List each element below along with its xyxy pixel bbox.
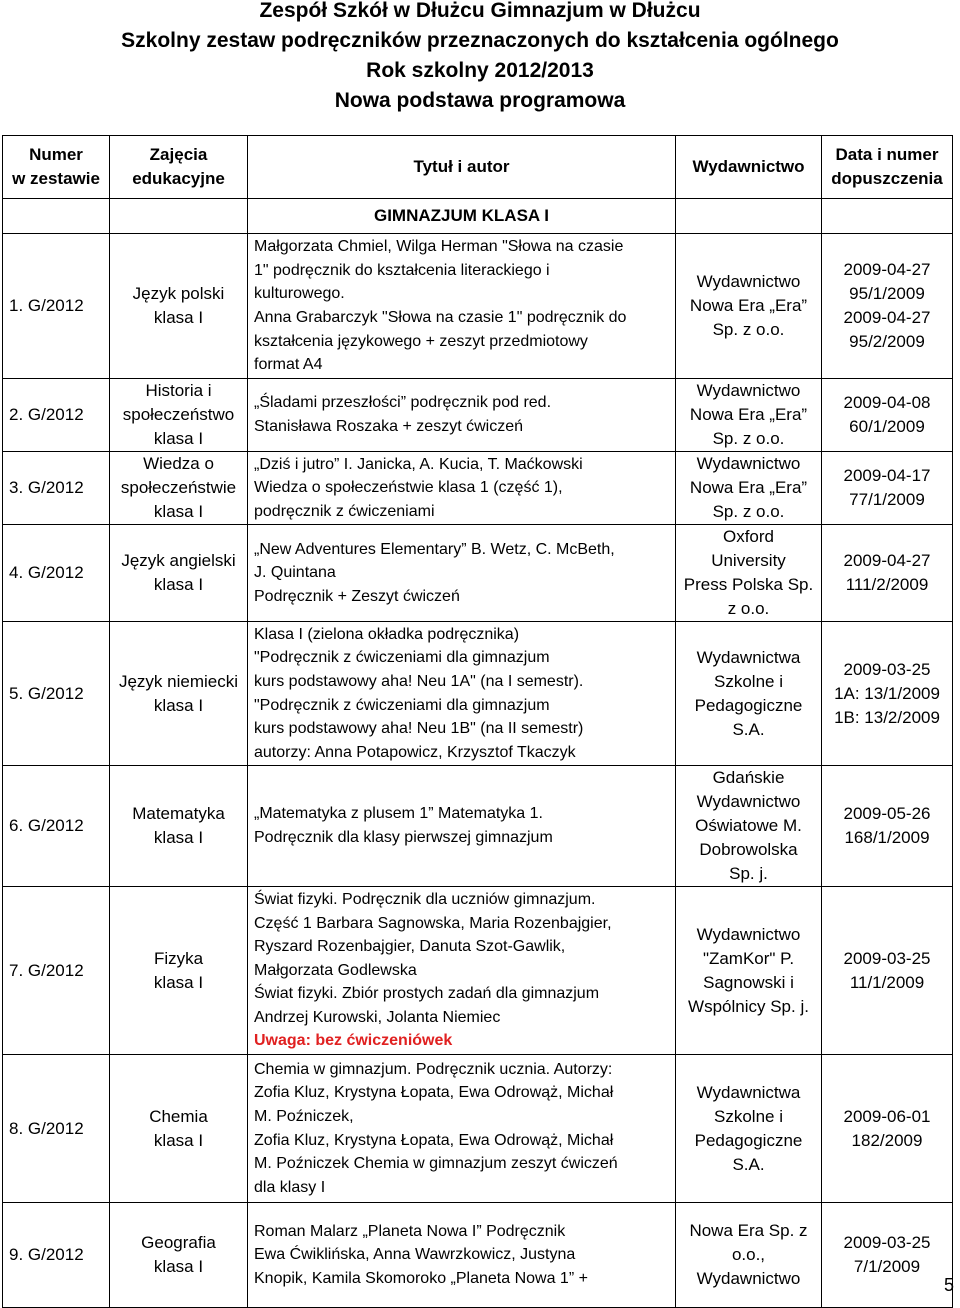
row-approval-line: 111/2/2009 (845, 575, 929, 594)
row-number: 6. G/2012 (3, 766, 110, 887)
row-publisher-line: Dobrowolska (699, 840, 798, 859)
row-approval-line: 7/1/2009 (853, 1257, 921, 1276)
row-subject-line: Język niemiecki (118, 671, 239, 691)
row-title-author-line: „New Adventures Elementary” B. Wetz, C. McBeth, (254, 540, 615, 558)
row-approval-line: 182/2009 (851, 1130, 923, 1150)
row-publisher-line: Szkolne i (714, 671, 783, 691)
row-title-author-line: Andrzej Kurowski, Jolanta Niemiec (254, 1008, 501, 1026)
row-approval (822, 766, 953, 887)
row-publisher-line: Nowa Era „Era” (689, 405, 808, 424)
row-title-author-line: kurs podstawowy aha! Neu 1A" (na I semestr). (254, 672, 584, 690)
row-title-author (248, 379, 676, 452)
row-publisher-line: Wydawnictwa (696, 647, 801, 667)
row-publisher-line: Sp. j. (729, 864, 768, 883)
curriculum-note: Nowa podstawa programowa (334, 89, 626, 112)
row-subject-line: Język angielski (121, 551, 236, 570)
row-title-author-line: 1" podręcznik do kształcenia literackiego i (254, 261, 550, 279)
row-publisher (676, 1203, 822, 1308)
table-row (3, 622, 953, 766)
row-subject (110, 452, 248, 525)
row-subject-line: klasa I (153, 575, 204, 594)
section-row (3, 199, 953, 234)
row-publisher-line: Nowa Era „Era” (689, 478, 808, 497)
row-subject-line: klasa I (153, 695, 204, 715)
section-empty-2 (110, 199, 248, 234)
row-subject-line: Historia i (145, 381, 212, 400)
row-title-author-line: Część 1 Barbara Sagnowska, Maria Rozenbajgier, (254, 914, 612, 932)
row-title-author (248, 234, 676, 379)
row-approval-line: 95/2/2009 (849, 332, 925, 351)
row-publisher-line: Sp. z o.o. (712, 429, 785, 448)
row-approval-line: 2009-04-27 (843, 551, 931, 570)
table-row (3, 1055, 953, 1203)
row-approval-line: 11/1/2009 (849, 972, 925, 992)
warning-note: Uwaga: bez ćwiczeniówek (254, 1032, 453, 1050)
row-subject-line: Geografia (141, 1233, 216, 1252)
row-publisher-line: z o.o. (727, 599, 770, 618)
row-subject (110, 525, 248, 622)
row-publisher-line: S.A. (732, 719, 765, 739)
row-subject-line: klasa I (153, 502, 204, 521)
row-title-author (248, 887, 676, 1055)
row-approval-line: 1A: 13/1/2009 (834, 683, 940, 703)
row-title-author (248, 525, 676, 622)
row-title-author-line: Stanisława Roszaka + zeszyt ćwiczeń (254, 418, 523, 435)
row-number: 1. G/2012 (3, 234, 110, 379)
row-publisher-line: Pedagogiczne (694, 695, 803, 715)
row-approval-line: 2009-03-25 (843, 948, 931, 968)
row-subject (110, 622, 248, 766)
row-publisher-line: Wydawnictwo (696, 272, 801, 291)
row-title-author-line: „Matematyka z plusem 1” Matematyka 1. (254, 805, 543, 823)
row-title-author-line: Anna Grabarczyk "Słowa na czasie 1" podręcznik do (254, 309, 627, 326)
row-publisher (676, 887, 822, 1055)
row-approval-line: 60/1/2009 (849, 417, 925, 436)
row-subject-line: społeczeństwo (122, 405, 235, 424)
section-title: GIMNAZJUM KLASA I (248, 199, 676, 234)
row-publisher-line: University (711, 551, 786, 570)
row-title-author-line: Podręcznik + Zeszyt ćwiczeń (254, 587, 460, 605)
row-title-author (248, 1203, 676, 1308)
row-subject-line: społeczeństwie (120, 478, 237, 497)
row-publisher-line: Wydawnictwo (696, 381, 801, 400)
row-publisher-line: Wydawnictwo (696, 792, 801, 811)
col-approval: Data i numer dopuszczenia (822, 136, 953, 199)
row-title-author-line: „Dziś i jutro” I. Janicka, A. Kucia, T. Maćkowski (254, 455, 583, 473)
row-title-author-line: kształcenia językowego + zeszyt przedmiotowy (254, 332, 588, 350)
row-title-author-line: „Śladami przeszłości” podręcznik pod red. (254, 394, 552, 412)
row-subject-line: klasa I (153, 828, 204, 847)
row-title-author-line: "Podręcznik z ćwiczeniami dla gimnazjum (254, 649, 550, 667)
row-subject-line: klasa I (153, 972, 204, 992)
row-publisher-line: Wydawnictwa (696, 1082, 801, 1102)
row-number: 8. G/2012 (3, 1055, 110, 1203)
row-publisher-line: o.o., (731, 1245, 766, 1264)
row-subject (110, 234, 248, 379)
row-number: 2. G/2012 (3, 379, 110, 452)
col-title-author: Tytuł i autor (248, 136, 676, 199)
row-title-author-line: Świat fizyki. Zbiór prostych zadań dla gimnazjum (254, 985, 600, 1003)
row-title-author-line: Małgorzata Godlewska (254, 961, 417, 979)
row-approval (822, 1055, 953, 1203)
row-subject-line: klasa I (153, 1130, 204, 1150)
row-subject (110, 887, 248, 1055)
row-approval-line: 95/1/2009 (849, 284, 925, 303)
row-number: 4. G/2012 (3, 525, 110, 622)
row-publisher-line: Oxford (722, 527, 775, 546)
row-title-author-line: "Podręcznik z ćwiczeniami dla gimnazjum (254, 696, 550, 714)
row-publisher-line: Nowa Era Sp. z (689, 1221, 808, 1240)
row-publisher-line: Szkolne i (714, 1106, 783, 1126)
row-approval (822, 525, 953, 622)
row-publisher (676, 234, 822, 379)
row-number: 5. G/2012 (3, 622, 110, 766)
row-approval-line: 2009-06-01 (843, 1106, 931, 1126)
row-approval-line: 2009-05-26 (843, 804, 931, 823)
row-approval-line: 2009-04-27 (843, 308, 931, 327)
row-subject-line: Język polski (132, 284, 225, 303)
row-title-author-line: Roman Malarz „Planeta Nowa I” Podręcznik (254, 1222, 566, 1240)
section-empty-4 (822, 199, 953, 234)
row-approval (822, 379, 953, 452)
row-title-author-line: dla klasy I (254, 1178, 326, 1196)
row-subject-line: klasa I (153, 429, 204, 448)
row-publisher-line: Sp. z o.o. (712, 320, 785, 339)
row-title-author-line: M. Poźniczek Chemia w gimnazjum zeszyt ćwiczeń (254, 1155, 618, 1173)
page-number: 5 (943, 1275, 954, 1295)
row-title-author (248, 622, 676, 766)
row-subject-line: Chemia (149, 1106, 208, 1126)
col-publisher: Wydawnictwo (676, 136, 822, 199)
row-title-author-line: kurs podstawowy aha! Neu 1B" (na II semestr) (254, 720, 584, 738)
table-row (3, 379, 953, 452)
row-approval-line: 2009-03-25 (843, 659, 931, 679)
document-header (0, 0, 960, 116)
row-number: 7. G/2012 (3, 887, 110, 1055)
table-row (3, 525, 953, 622)
row-title-author (248, 452, 676, 525)
row-publisher-line: Wydawnictwo (696, 454, 801, 473)
row-subject-line: Fizyka (153, 948, 204, 968)
row-publisher (676, 1055, 822, 1203)
row-title-author-line: Podręcznik dla klasy pierwszej gimnazjum (254, 829, 553, 846)
row-publisher-line: Wydawnictwo (696, 1269, 801, 1288)
row-subject-line: klasa I (153, 308, 204, 327)
row-subject (110, 379, 248, 452)
row-publisher (676, 766, 822, 887)
row-approval-line: 2009-04-17 (843, 466, 931, 485)
row-title-author-line: kulturowego. (254, 285, 345, 303)
table-row (3, 766, 953, 887)
row-publisher-line: Nowa Era „Era” (689, 296, 808, 315)
row-title-author-line: M. Poźniczek, (254, 1107, 354, 1125)
row-publisher-line: Wydawnictwo (696, 924, 801, 944)
row-title-author-line: Knopik, Kamila Skomoroko „Planeta Nowa 1” + (254, 1269, 588, 1287)
row-approval-line: 77/1/2009 (849, 490, 925, 509)
row-subject-line: Wiedza o (143, 454, 214, 473)
section-empty-1 (3, 199, 110, 234)
row-publisher-line: Wspólnicy Sp. j. (688, 996, 809, 1016)
row-subject (110, 1203, 248, 1308)
row-approval (822, 234, 953, 379)
row-publisher (676, 525, 822, 622)
row-publisher-line: Pedagogiczne (694, 1130, 803, 1150)
table-row (3, 452, 953, 525)
row-approval (822, 452, 953, 525)
row-subject-line: klasa I (153, 1257, 204, 1276)
row-approval-line: 1B: 13/2/2009 (834, 707, 940, 727)
table-row (3, 234, 953, 379)
row-publisher (676, 379, 822, 452)
row-title-author-line: J. Quintana (254, 564, 336, 582)
row-publisher-line: Gdańskie (712, 768, 785, 787)
row-number: 9. G/2012 (3, 1203, 110, 1308)
col-subject: Zajęcia edukacyjne (110, 136, 248, 199)
row-approval-line: 2009-04-27 (843, 260, 931, 279)
row-publisher-line: Sagnowski i (703, 972, 794, 992)
row-subject (110, 1055, 248, 1203)
textbook-table (2, 135, 953, 1308)
row-title-author-line: Chemia w gimnazjum. Podręcznik ucznia. Autorzy: (254, 1060, 613, 1078)
row-publisher (676, 622, 822, 766)
row-approval (822, 622, 953, 766)
row-title-author-line: Ryszard Rozenbajgier, Danuta Szot-Gawlik, (254, 938, 566, 956)
school-year: Rok szkolny 2012/2013 (366, 59, 594, 82)
row-title-author-line: Wiedza o społeczeństwie klasa 1 (część 1), (254, 479, 563, 497)
row-title-author (248, 1055, 676, 1203)
row-subject (110, 766, 248, 887)
row-title-author-line: Ewa Ćwiklińska, Anna Wawrzkowicz, Justyna (254, 1246, 576, 1264)
school-name: Zespół Szkół w Dłużcu Gimnazjum w Dłużcu (259, 0, 701, 22)
row-publisher-line: "ZamKor" P. (702, 948, 795, 968)
section-empty-3 (676, 199, 822, 234)
row-approval-line: 2009-03-25 (843, 1233, 931, 1252)
row-number: 3. G/2012 (3, 452, 110, 525)
row-approval-line: 168/1/2009 (844, 828, 930, 847)
row-subject-line: Matematyka (132, 804, 225, 823)
row-publisher-line: S.A. (732, 1154, 765, 1174)
row-publisher-line: Sp. z o.o. (712, 502, 785, 521)
table-row (3, 1203, 953, 1308)
row-approval (822, 1203, 953, 1308)
row-publisher (676, 452, 822, 525)
document-title: Szkolny zestaw podręczników przeznaczonych do kształcenia ogólnego (121, 29, 839, 52)
table-header-row (3, 136, 953, 199)
row-title-author-line: Małgorzata Chmiel, Wilga Herman "Słowa na czasie (254, 238, 624, 256)
row-publisher-line: Oświatowe M. (695, 816, 802, 835)
row-title-author-line: format A4 (254, 356, 323, 374)
row-title-author-line: Świat fizyki. Podręcznik dla uczniów gimnazjum. (254, 890, 596, 908)
row-title-author-line: Zofia Kluz, Krystyna Łopata, Ewa Odrowąż, Michał (254, 1131, 614, 1149)
row-approval (822, 887, 953, 1055)
row-title-author-line: podręcznik z ćwiczeniami (254, 502, 435, 520)
row-title-author-line: Klasa I (zielona okładka podręcznika) (254, 625, 520, 643)
row-publisher-line: Press Polska Sp. (683, 575, 814, 594)
row-approval-line: 2009-04-08 (843, 393, 931, 412)
row-title-author-line: Zofia Kluz, Krystyna Łopata, Ewa Odrowąż, Michał (254, 1084, 614, 1102)
row-title-author (248, 766, 676, 887)
row-title-author-line: autorzy: Anna Potapowicz, Krzysztof Tkaczyk (254, 743, 576, 761)
col-number: Numer w zestawie (3, 136, 110, 199)
table-row (3, 887, 953, 1055)
